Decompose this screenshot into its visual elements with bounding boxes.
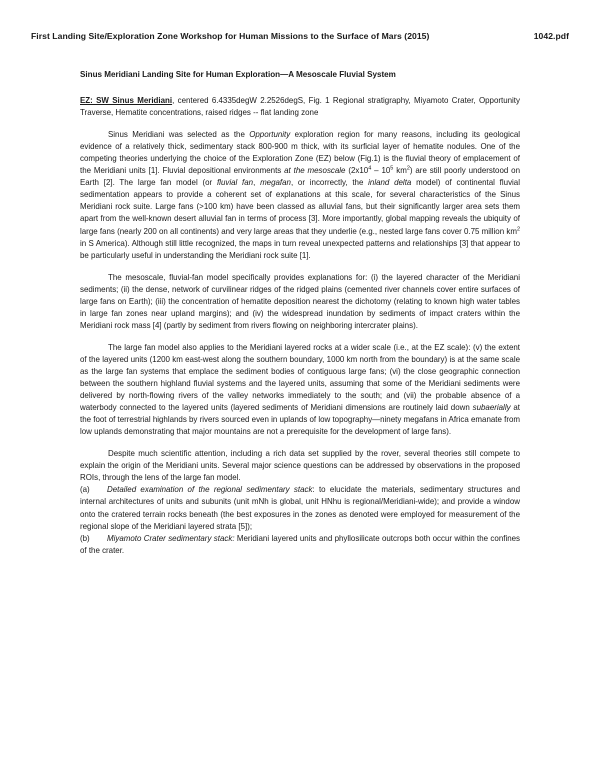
paragraph-1 [80,129,520,262]
p1-text: – 10 [371,166,391,176]
item-title: Detailed examination of the regional sedimentary stack [107,485,313,495]
item-title: Miyamoto Crater sedimentary stack: [107,533,235,543]
p1-emphasis: Opportunity [249,130,291,140]
conference-title: First Landing Site/Exploration Zone Workshop for Human Missions to the Surface of Mars (2015) [31,31,430,41]
paper-body [80,69,520,567]
p1-emphasis: at the mesoscale [284,166,346,176]
p1-superscript: 2 [516,225,520,232]
p1-text: Sinus Meridiani was selected as the [108,130,250,140]
paragraph-2: The mesoscale, fluvial-fan model specifically provides explanations for: (i) the layered character of the Meridiani sediments; (ii) the dense, network of curvilinear ridges of the ridged plains (cemented river channels cover entire surfaces of large fans on Earth); (iii) the concentration of hematite deposition nearest the dichotomy (relating to known high water tables in large fan zones near upland margins); and (iv) the widespread inundation by sediments of impact craters within the Meridiani rock mass [4] (partly by sediment from rivers flowing on neighboring intercrater plains). [80,272,520,330]
p1-text: km [393,166,407,176]
p1-text: , [253,178,261,188]
item-label: (b) [80,533,90,543]
paragraph-4: Despite much scientific attention, including a rich data set supplied by the rover, several theories still compete to explain the origin of the Meridiani units. Several major science questions can be addressed by observations in the proposed ROIs, through the lens of the large fan model. [80,449,520,483]
p3-emphasis: subaerially [472,403,511,413]
p1-text: in S America). Although still little recognized, the maps in turn reveal unexpected patterns and relationships [3] that appear to be particularly useful in understanding the Meridiani rock suite [1]. [80,238,520,260]
exploration-zone-summary [80,95,520,119]
p1-superscript: 4 [368,165,372,172]
p1-text: exploration region for many reasons, including its geological evidence of a relatively thick, sedimentary stack 800-900 m thick, with its surficial layer of hematite nodules. One of the competing theories underlying the choice of the Exploration Zone (EZ) below (Fig.1) is the fluvial theory of emplacement of the Meridiani units [1]. Fluvial depositional environments [80,130,520,176]
p3-text: at the foot of terrestrial highlands by rivers sourced even in uplands of low topography—ninety megafans in Africa emanate from low uplands demonstrating that major mountains are not a prerequisite for the development of large fans). [80,403,520,437]
p1-emphasis: inland delta [368,178,412,188]
p1-text: (2x10 [345,166,369,176]
item-text: Meridiani layered units and phyllosilicate outcrops both occur within the confines of the crater. [80,533,520,555]
paper-title: Sinus Meridiani Landing Site for Human Exploration—A Mesoscale Fluvial System [80,70,396,79]
p1-text: , or incorrectly, the [290,178,369,188]
ez-description: , centered 6.4335degW 2.2526degS, Fig. 1 Regional stratigraphy, Miyamoto Crater, Opportunity Traverse, Hematite concentrations, raised ridges -- flat landing zone [80,96,520,118]
p1-superscript: 2 [406,165,410,172]
document-id: 1042.pdf [533,31,569,41]
p1-text: ) are still poorly understood on Earth [2]. The large fan model (or [80,166,520,188]
p1-text: model) of continental fluvial sedimentation appears to provide a coherent set of explanations at this scale, for several characteristics of the Sinus Meridiani rock suite. Large fans (>100 km) have been classed as alluvial fans, but their significantly larger area sets them apart from the well-known desert alluvial fan in terms of process [3]. More importantly, global mapping reveals the ubiquity of large fans (nearly 200 on all continents) and very large areas that they underlie (e.g., nested large fans cover 0.75 million km [80,178,520,236]
question-item-b [80,533,520,557]
p1-emphasis: megafan [260,178,291,188]
question-item-a [80,484,520,532]
paragraph-3 [80,342,520,438]
p1-superscript: 5 [390,165,394,172]
item-text: : to elucidate the materials, sedimentary structures and internal architectures of units and subunits (unit mNh is global, unit HNhu is regional/Meridiani-wide); and provide a window onto the cratered terrain rocks beneath (the best exposures in the zones as denoted were employed for measurement of the regional slope of the Meridiani layered strata [5]); [80,485,520,531]
p3-text: The large fan model also applies to the Meridiani layered rocks at a wider scale (i.e., at the EZ scale): (v) the extent of the layered units (1200 km east-west along the southern boundary, 1000 km north from the boundary) is at the same scale as the large fan systems that emplace the sediment bodies of contiguous large fans; (vi) the close geographic connection between the southern highland fluvial systems and the layered units, assuming that some of the Meridiani sediments were delivered by north-flowing rivers of the valley networks immediately to the south; and (vii) the probable absence of a waterbody connected to the layered units (layered sediments of Meridiani dimensions are routinely laid down [80,342,520,413]
item-label: (a) [80,485,90,495]
p1-emphasis: fluvial fan [216,178,254,188]
ez-label: EZ: SW Sinus Meridiani [80,96,173,106]
